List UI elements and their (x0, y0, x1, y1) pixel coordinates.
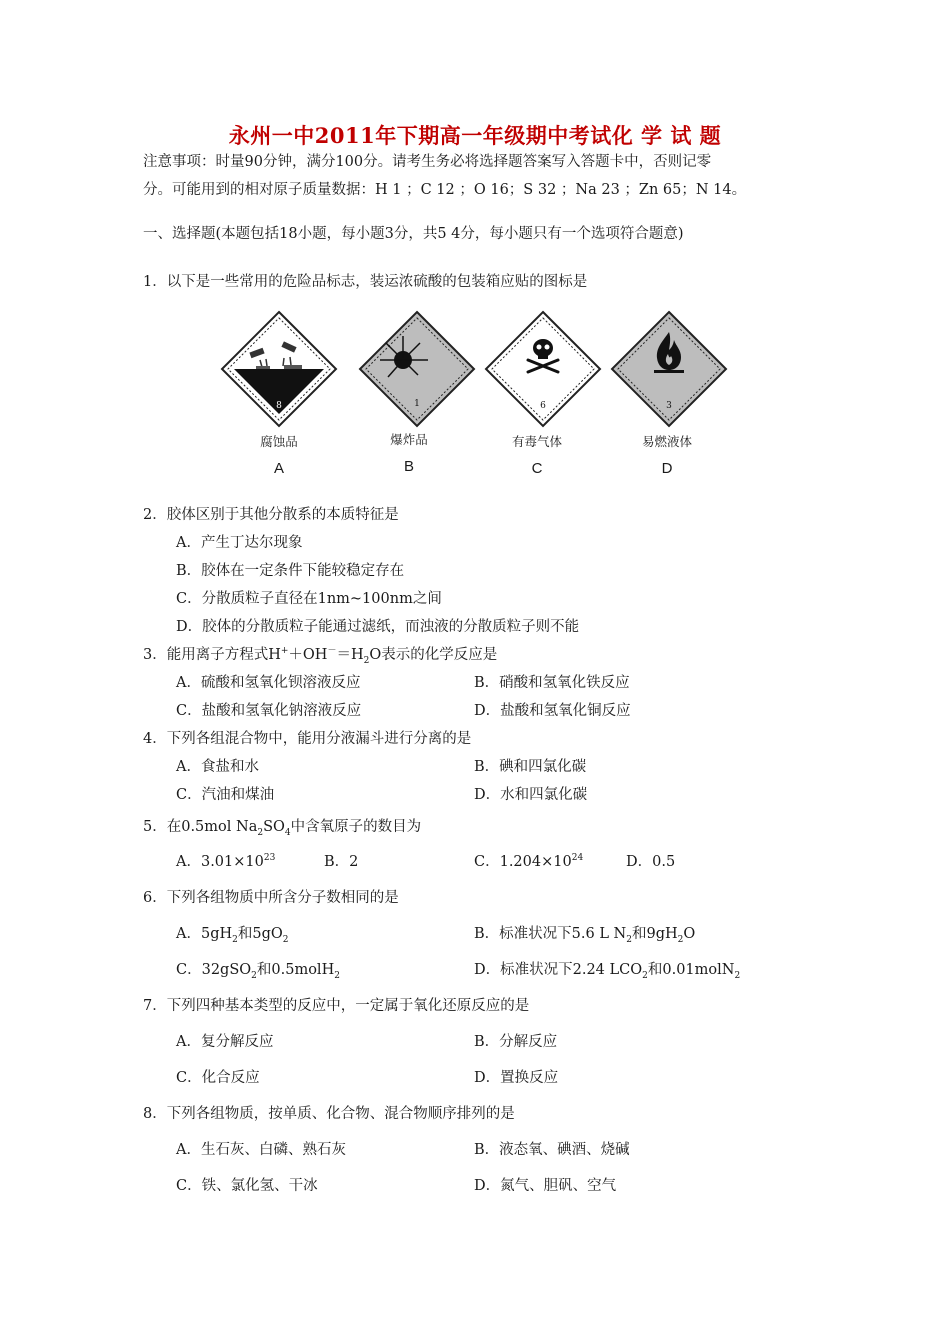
q8-option-a: A．生石灰、白磷、熟石灰 (176, 1142, 346, 1158)
q6-option-a: A．$5gH_2$和$5gO_2$ (176, 926, 289, 945)
q4-option-b: B．碘和四氯化碳 (474, 759, 587, 775)
q6-option-c: C．32gSO$_2$和0.5molH$_2$ (176, 962, 340, 981)
question-5-stem: 5．在0.5mol $Na_2SO_4$中含氧原子的数目为 (143, 819, 422, 838)
q3-option-d: D．盐酸和氢氧化铜反应 (474, 703, 631, 719)
question-6-stem: 6．下列各组物质中所含分子数相同的是 (143, 890, 399, 906)
q2-option-b: B．胶体在一定条件下能较稳定存在 (176, 563, 405, 579)
explosive-class-number: 1 (414, 399, 420, 409)
exam-title: 永州一中2011年下期高一年级期中考试化 学 试 题 (228, 123, 722, 148)
q3-option-b: B．硝酸和氢氧化铁反应 (474, 675, 630, 691)
q8-option-c: C．铁、氯化氢、干冰 (176, 1178, 318, 1194)
q3-option-c: C．盐酸和氢氧化钠溶液反应 (176, 703, 362, 719)
flammable-class-number: 3 (666, 401, 672, 411)
question-1-stem: 1．以下是一些常用的危险品标志，装运浓硫酸的包装箱应贴的图标是 (143, 274, 588, 290)
q4-option-d: D．水和四氯化碳 (474, 787, 588, 803)
q8-option-b: B．液态氧、碘酒、烧碱 (474, 1142, 630, 1158)
sign-letter-b: B (403, 458, 414, 475)
question-2-stem: 2．胶体区别于其他分散系的本质特征是 (143, 507, 399, 523)
flammable-sign-icon (610, 310, 728, 428)
q7-option-d: D．置换反应 (474, 1070, 559, 1086)
q2-option-d: D．胶体的分散质粒子能通过滤纸，而浊液的分散质粒子则不能 (176, 619, 580, 635)
q6-option-d: D．标准状况下2.24 $LCO_2$和0.01molN$_2$ (474, 962, 741, 981)
sign-letter-d: D (661, 460, 673, 477)
notice-line-1: 注意事项：时量90分钟，满分100分。请考生务必将选择题答案写入答题卡中，否则记零 (143, 154, 712, 170)
q5-option-c: C．$1.204\times 10^{24}$ (474, 853, 584, 870)
explosive-sign-icon (358, 310, 476, 428)
question-3-stem: 3．能用离子方程式$H^++OH^-=H_2O$表示的化学反应是 (143, 646, 498, 666)
toxic-class-number: 6 (540, 401, 546, 411)
q6-option-b: B．标准状况下5.6 L $N_2$和$9gH_2O$ (474, 926, 696, 945)
q2-option-c: C．分散质粒子直径在1nm~100nm之间 (176, 591, 442, 607)
q5-option-b: B．2 (324, 854, 359, 870)
sign-letter-a: A (273, 460, 284, 477)
q8-option-d: D．氮气、胆矾、空气 (474, 1178, 617, 1194)
notice-line-2: 分。可能用到的相对原子质量数据：H 1 ；C 12 ；O 16；S 32 ；Na 23 ；Zn 65；N 14。 (143, 182, 747, 198)
q3-option-a: A．硫酸和氢氧化钡溶液反应 (176, 675, 361, 691)
q4-option-c: C．汽油和煤油 (176, 787, 275, 803)
corrosive-class-number: 8 (276, 401, 282, 411)
q5-option-d: D．0.5 (626, 854, 676, 870)
toxic-sign-icon (484, 310, 602, 428)
question-4-stem: 4．下列各组混合物中，能用分液漏斗进行分离的是 (143, 731, 472, 747)
question-7-stem: 7．下列四种基本类型的反应中，一定属于氧化还原反应的是 (143, 998, 530, 1014)
sign-caption-a: 腐蚀品 (260, 434, 298, 449)
q7-option-c: C．化合反应 (176, 1070, 260, 1086)
sign-letter-c: C (531, 460, 543, 477)
sign-caption-b: 爆炸品 (390, 432, 428, 447)
hazard-signs-figure (220, 310, 740, 480)
q7-option-b: B．分解反应 (474, 1034, 558, 1050)
q7-option-a: A．复分解反应 (176, 1034, 274, 1050)
corrosive-sign-icon (220, 310, 338, 428)
q4-option-a: A．食盐和水 (176, 759, 259, 775)
section-heading: 一、选择题(本题包括18小题，每小题3分，共5 4分，每小题只有一个选项符合题意) (143, 226, 684, 242)
q5-option-a: A．$3.01\times 10^{23}$ (176, 853, 276, 870)
q2-option-a: A．产生丁达尔现象 (176, 535, 303, 551)
sign-caption-c: 有毒气体 (511, 434, 562, 449)
sign-caption-d: 易燃液体 (641, 434, 692, 449)
question-8-stem: 8．下列各组物质，按单质、化合物、混合物顺序排列的是 (143, 1106, 515, 1122)
